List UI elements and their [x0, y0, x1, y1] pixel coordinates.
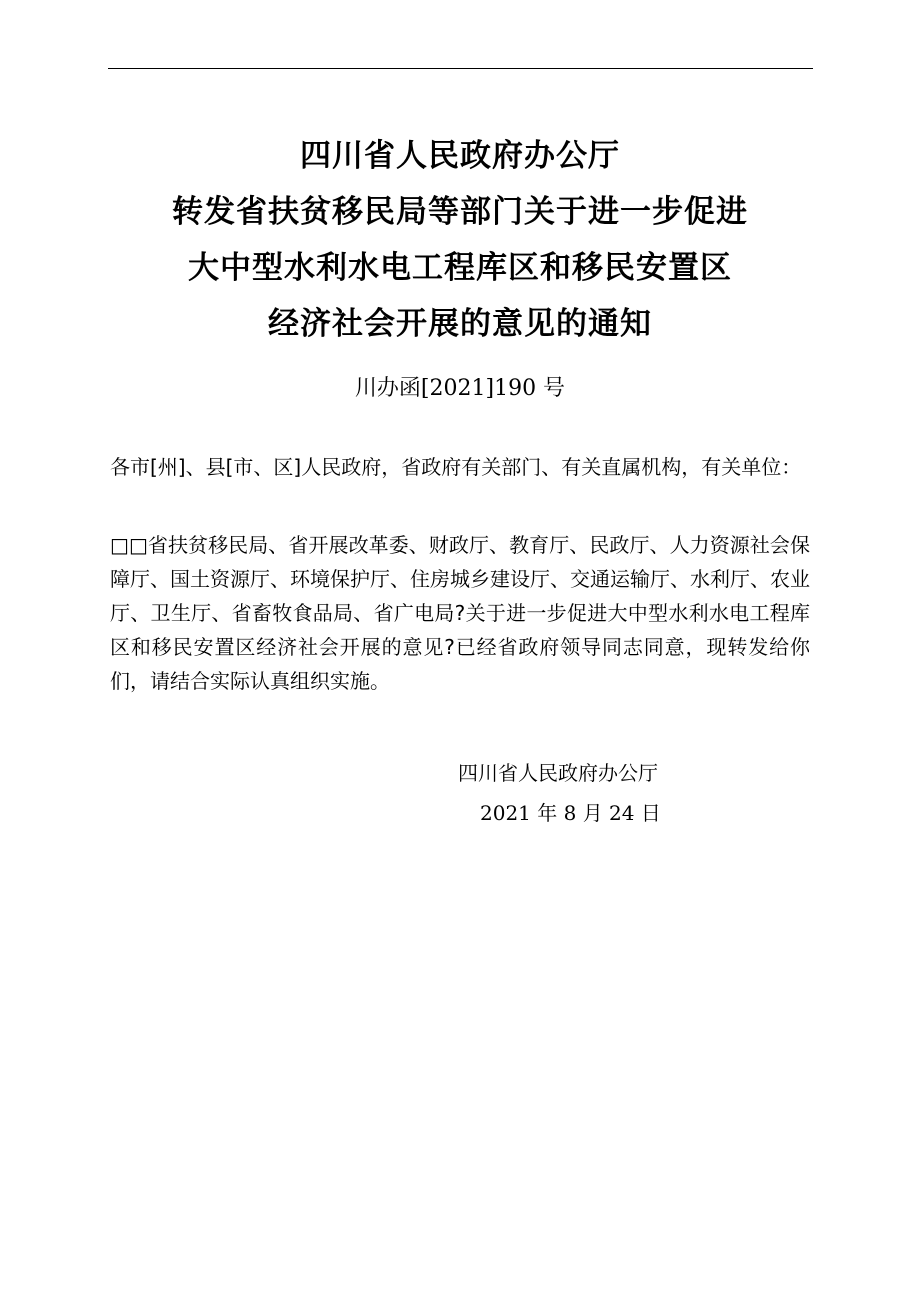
- addressee: 各市[州]、县[市、区]人民政府，省政府有关部门、有关直属机构，有关单位：: [110, 455, 802, 479]
- title-line-4: 经济社会开展的意见的通知: [268, 306, 652, 342]
- document-number: 川办函[2021]190 号: [354, 376, 566, 401]
- header-rule: [108, 68, 813, 69]
- document-title: [0, 128, 920, 352]
- body-paragraph: □□省扶贫移民局、省开展改革委、财政厅、教育厅、民政厅、人力资源社会保障厅、国土资源厅、环境保护厅、住房城乡建设厅、交通运输厅、水利厅、农业厅、卫生厅、省畜牧食品局、省广电局?关于进一步促进大中型水利水电工程库区和移民安置区经济社会开展的意见?已经省政府领导同志同意，现转发给你们，请结合实际认真组织实施。: [110, 533, 810, 693]
- title-line-2: 转发省扶贫移民局等部门关于进一步促进: [172, 194, 748, 230]
- title-line-3: 大中型水利水电工程库区和移民安置区: [188, 250, 732, 286]
- issue-date: 2021 年 8 月 24 日: [480, 801, 661, 825]
- issuer-signature: 四川省人民政府办公厅: [458, 761, 658, 785]
- title-line-1: 四川省人民政府办公厅: [300, 138, 620, 174]
